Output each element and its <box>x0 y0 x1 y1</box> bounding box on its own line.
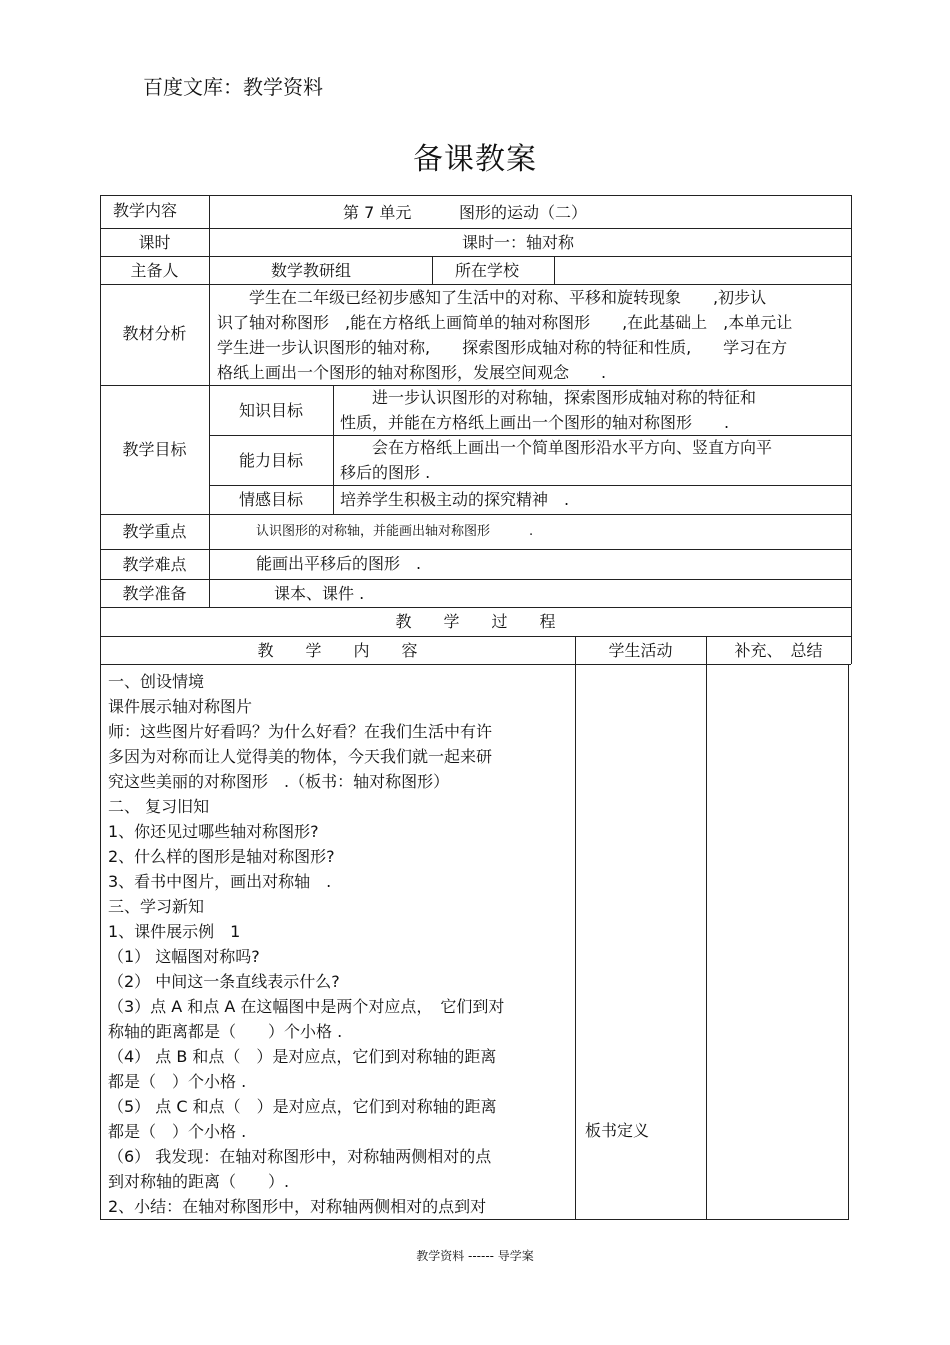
label-difficulty: 教学难点 <box>122 555 187 574</box>
col-header-content: 教 学 内 容 <box>257 641 418 660</box>
process-title: 教 学 过 程 <box>395 612 556 631</box>
lesson-value: 课时一：轴对称 <box>462 233 575 252</box>
knowledge-goal-text: 进一步认识图形的对称轴，探索图形成轴对称的特征和 性质，并能在方格纸上画出一个图形的轴对称图形 . <box>340 388 757 432</box>
emotion-goal-text: 培养学生积极主动的探究精神 . <box>340 490 570 509</box>
label-analysis: 教材分析 <box>122 324 187 343</box>
difficulty-value: 能画出平移后的图形 . <box>256 554 422 573</box>
col-header-student: 学生活动 <box>608 641 673 660</box>
label-knowledge-goal: 知识目标 <box>238 401 303 420</box>
label-emotion-goal: 情感目标 <box>238 490 303 509</box>
analysis-text: 学生在二年级已经初步感知了生活中的对称、平移和旋转现象 ,初步认 识了轴对称图形 ,能在方格纸上画简单的轴对称图形 ,在此基础上 ,本单元让 学生进一步认识图形的轴对称, 探索图形成轴对称的特征和性质, 学习在方 格纸上画出一个图形的轴对称图形，发展空间观念 . <box>217 288 793 382</box>
label-lesson: 课时 <box>138 233 171 252</box>
label-school: 所在学校 <box>455 261 520 280</box>
ability-goal-text: 会在方格纸上画出一个简单图形沿水平方向、竖直方向平 移后的图形 . <box>340 438 773 482</box>
unit-topic: 图形的运动（二） <box>459 203 588 222</box>
page-footer: 教学资料 ------ 导学案 <box>416 1249 534 1263</box>
label-preparer: 主备人 <box>130 261 179 280</box>
student-activity: 板书定义 <box>585 1121 650 1140</box>
page-title: 备课教案 <box>413 142 537 177</box>
key-point-value: 认识图形的对称轴，并能画出轴对称图形 . <box>256 524 534 539</box>
unit-number: 第 7 单元 <box>343 203 412 222</box>
label-key-point: 教学重点 <box>122 522 187 541</box>
label-preparation: 教学准备 <box>122 584 187 603</box>
preparation-value: 课本、课件 . <box>274 584 365 603</box>
label-content: 教学内容 <box>113 201 178 220</box>
col-header-notes: 补充、 总结 <box>734 641 823 660</box>
site-header: 百度文库：教学资料 <box>143 75 323 99</box>
label-goals: 教学目标 <box>122 440 187 459</box>
process-content: 一、创设情境 课件展示轴对称图片 师：这些图片好看吗？为什么好看？在我们生活中有许 多因为对称而让人觉得美的物体，今天我们就一起来研 究这些美丽的对称图形 .（板书：轴对称图形） 二、 复习旧知 1、你还见过哪些轴对称图形? 2、什么样的图形是轴对称图形? 3、看书中图片，画出对称轴 . 三、学习新知 1、课件展示例 1 （1） 这幅图对称吗? （2） 中间这一条直线表示什么? （3）点 A 和点 A 在这幅图中是两个对应点， 它们到对 称轴的距离都是（ ）个小格 . （4） 点 B 和点（ ）是对应点，它们到对称轴的距离 都是（ ）个小格 . （5） 点 C 和点（ ）是对应点，它们到对称轴的距离 都是（ ）个小格 . （6） 我发现：在轴对称图形中，对称轴两侧相对的点 到对称轴的距离（ ）. 2、小结：在轴对称图形中，对称轴两侧相对的点到对 <box>108 672 505 1216</box>
label-ability-goal: 能力目标 <box>238 451 303 470</box>
preparer-value: 数学教研组 <box>271 261 352 280</box>
